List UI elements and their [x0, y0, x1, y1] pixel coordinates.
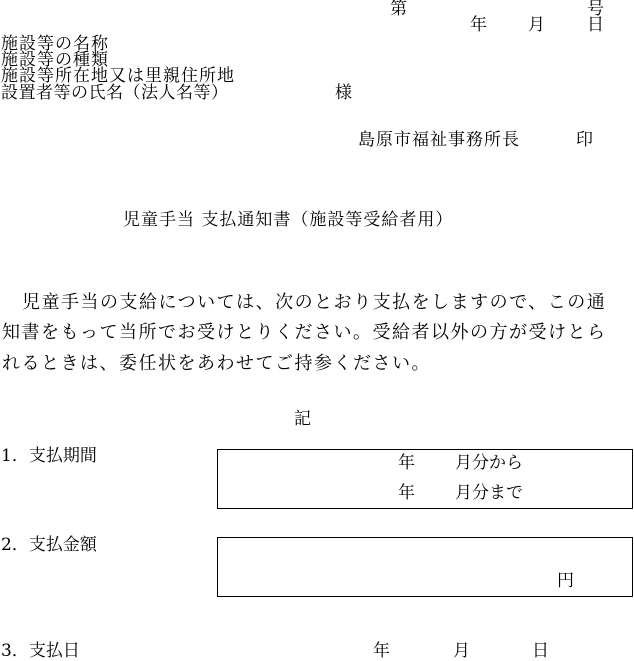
seal-mark: 印: [576, 130, 593, 150]
payment-date-day: 日: [532, 641, 549, 661]
addressee-line: 施設等の名称: [1, 34, 109, 54]
document-title: 児童手当 支払通知書（施設等受給者用）: [123, 210, 454, 230]
issuer-name: 島原市福祉事務所長: [358, 130, 520, 150]
payment-period-box: [217, 449, 633, 509]
payment-amount-box: [217, 537, 633, 597]
period-to-year: 年: [398, 483, 415, 503]
document-number-suffix: 号: [587, 0, 604, 19]
payment-date-label: 3．支払日: [1, 641, 80, 661]
payment-amount-label: 2．支払金額: [1, 535, 97, 555]
body-line: 知書をもって当所でお受けとりください。受給者以外の方が受けとら: [2, 322, 607, 343]
addressee-honorific: 様: [335, 83, 352, 103]
document-number-prefix: 第: [390, 0, 407, 19]
payment-period-label: 1．支払期間: [1, 446, 97, 466]
amount-unit: 円: [557, 571, 574, 591]
body-line: れるときは、委任状をあわせてご持参ください。: [2, 353, 431, 374]
addressee-line: 施設等所在地又は里親住所地: [1, 66, 235, 86]
period-from-year: 年: [398, 453, 415, 473]
issue-date-month: 月: [528, 15, 545, 35]
body-line: 児童手当の支給については、次のとおり支払をしますので、この通: [22, 292, 607, 313]
ki-heading: 記: [294, 409, 311, 429]
addressee-line: 施設等の種類: [1, 50, 109, 70]
payment-date-month: 月: [453, 641, 470, 661]
payment-date-year: 年: [373, 641, 390, 661]
issue-date-year: 年: [470, 15, 487, 35]
issue-date-day: 日: [587, 15, 604, 35]
period-to-month: 月分まで: [455, 483, 523, 503]
addressee-line: 設置者等の氏名（法人名等）: [1, 83, 229, 103]
period-from-month: 月分から: [455, 453, 523, 473]
